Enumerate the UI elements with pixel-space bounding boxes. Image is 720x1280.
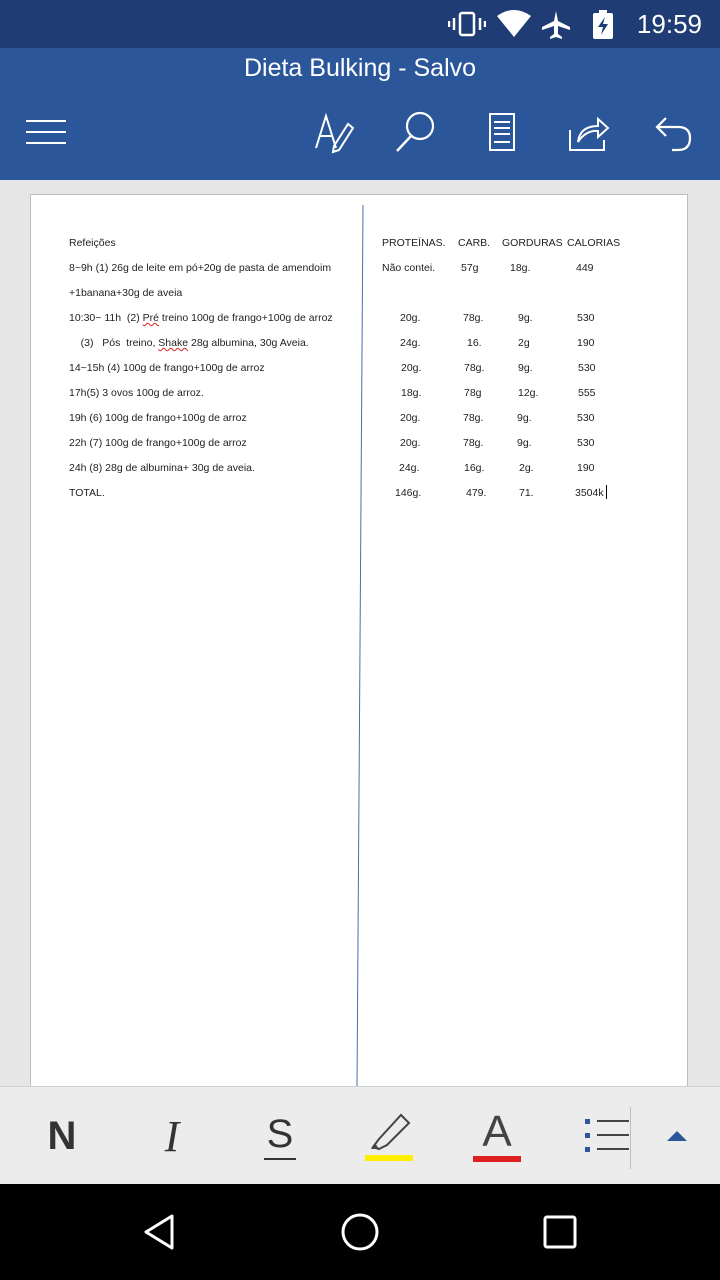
highlight-color-bar [365, 1155, 413, 1161]
table-row: 19h (6) 100g de frango+100g de arroz [69, 412, 247, 424]
table-row: 24h (8) 28g de albumina+ 30g de aveia. [69, 462, 255, 474]
row-carb: 78g. [463, 437, 484, 449]
row-protein: 146g. [395, 487, 422, 499]
row-carb: 57g [461, 262, 479, 274]
row-cal: 530 [577, 312, 595, 324]
undo-icon [652, 110, 696, 154]
wifi-icon [496, 10, 532, 38]
status-bar [0, 0, 720, 48]
expand-toolbar-button[interactable] [660, 1105, 694, 1167]
row-fat: 18g. [510, 262, 531, 274]
row-cal: 530 [578, 362, 596, 374]
row-cal: 190 [577, 462, 595, 474]
row-fat: 2g. [519, 462, 534, 474]
row-fat: 9g. [517, 412, 532, 424]
font-color-button[interactable] [472, 1105, 522, 1167]
row-fat: 9g. [517, 437, 532, 449]
spellcheck-word[interactable]: Pré [142, 312, 159, 324]
document-canvas[interactable] [0, 180, 720, 1086]
table-row: +1banana+30g de aveia [69, 287, 183, 299]
font-color-label: A [482, 1107, 512, 1156]
table-row: 14~15h (4) 100g de frango+100g de arroz [69, 362, 265, 374]
header-meal: Refeições [69, 237, 116, 249]
row-carb: 479. [466, 487, 487, 499]
highlighter-icon [365, 1111, 413, 1151]
format-toolbar [0, 1086, 720, 1185]
reading-view-icon [480, 110, 524, 154]
home-icon[interactable] [338, 1210, 382, 1254]
undo-button[interactable] [652, 110, 696, 154]
row-meal-text: (3) Pós treino, [69, 337, 159, 349]
system-nav-bar [0, 1184, 720, 1280]
bullet-list-icon [583, 1116, 631, 1156]
column-divider-line [31, 195, 688, 1124]
header-protein: PROTEÍNAS. [382, 237, 446, 249]
underline-label: S [266, 1112, 294, 1156]
header-fat: GORDURAS [502, 237, 563, 249]
share-icon [566, 110, 610, 154]
row-cal: 530 [577, 437, 595, 449]
row-cal: 555 [578, 387, 596, 399]
row-protein: 20g. [400, 437, 421, 449]
hamburger-menu-icon [24, 110, 68, 154]
row-carb: 16. [467, 337, 482, 349]
table-row: 22h (7) 100g de frango+100g de arroz [69, 437, 247, 449]
search-icon [394, 110, 438, 154]
row-cal: 449 [576, 262, 594, 274]
row-fat: 9g. [518, 312, 533, 324]
menu-button[interactable] [24, 110, 68, 154]
row-protein: 24g. [399, 462, 420, 474]
row-protein: 18g. [401, 387, 422, 399]
row-carb: 78g. [463, 312, 484, 324]
search-button[interactable] [394, 110, 438, 154]
header-carb: CARB. [458, 237, 491, 249]
row-fat: 9g. [518, 362, 533, 374]
highlight-button[interactable] [364, 1105, 414, 1167]
bullet-list-button[interactable] [582, 1105, 632, 1167]
italic-label: I [164, 1111, 180, 1161]
underline-bar [264, 1158, 296, 1160]
row-meal-text: treino 100g de frango+100g de arroz [159, 312, 333, 324]
airplane-icon [540, 10, 572, 40]
row-carb: 78g [464, 387, 482, 399]
status-time: 19:59 [636, 9, 702, 39]
bold-button[interactable] [40, 1105, 84, 1167]
row-protein: Não contei. [382, 262, 436, 274]
table-row: 8~9h (1) 26g de leite em pó+20g de pasta de amendoim [69, 262, 332, 274]
document-page[interactable] [30, 194, 688, 1124]
back-icon[interactable] [138, 1210, 182, 1254]
row-cal: 3504k [575, 487, 604, 499]
row-fat: 71. [519, 487, 534, 499]
row-protein: 20g. [401, 362, 422, 374]
spellcheck-word[interactable]: Shake [158, 337, 189, 349]
underline-button[interactable] [258, 1105, 302, 1167]
row-meal-text: 10:30~ 11h (2) [69, 312, 143, 324]
edit-button[interactable] [312, 110, 356, 154]
document-title: Dieta Bulking - Salvo [243, 54, 477, 82]
share-button[interactable] [566, 110, 610, 154]
row-carb: 78g. [464, 362, 485, 374]
row-protein: 24g. [400, 337, 421, 349]
table-row [69, 337, 309, 349]
recents-icon[interactable] [538, 1210, 582, 1254]
header-cal: CALORIAS [567, 237, 621, 249]
row-carb: 16g. [464, 462, 485, 474]
row-meal-text: 28g albumina, 30g Aveia. [188, 337, 309, 349]
table-row [69, 312, 333, 324]
vibrate-icon [448, 10, 486, 38]
battery-charging-icon [592, 10, 614, 40]
table-row-total: TOTAL. [69, 487, 105, 499]
bold-label: N [47, 1113, 77, 1158]
row-carb: 78g. [463, 412, 484, 424]
row-cal: 530 [577, 412, 595, 424]
text-cursor [606, 485, 607, 499]
reading-view-button[interactable] [480, 110, 524, 154]
row-protein: 20g. [400, 412, 421, 424]
app-bar [0, 48, 720, 180]
toolbar-separator [630, 1107, 631, 1169]
italic-button[interactable] [150, 1105, 194, 1167]
row-fat: 2g [518, 337, 530, 349]
pen-edit-icon [312, 110, 356, 154]
row-cal: 190 [577, 337, 595, 349]
row-fat: 12g. [518, 387, 539, 399]
row-protein: 20g. [400, 312, 421, 324]
caret-up-icon [666, 1129, 688, 1143]
font-color-bar [473, 1156, 521, 1162]
table-row: 17h(5) 3 ovos 100g de arroz. [69, 387, 204, 399]
